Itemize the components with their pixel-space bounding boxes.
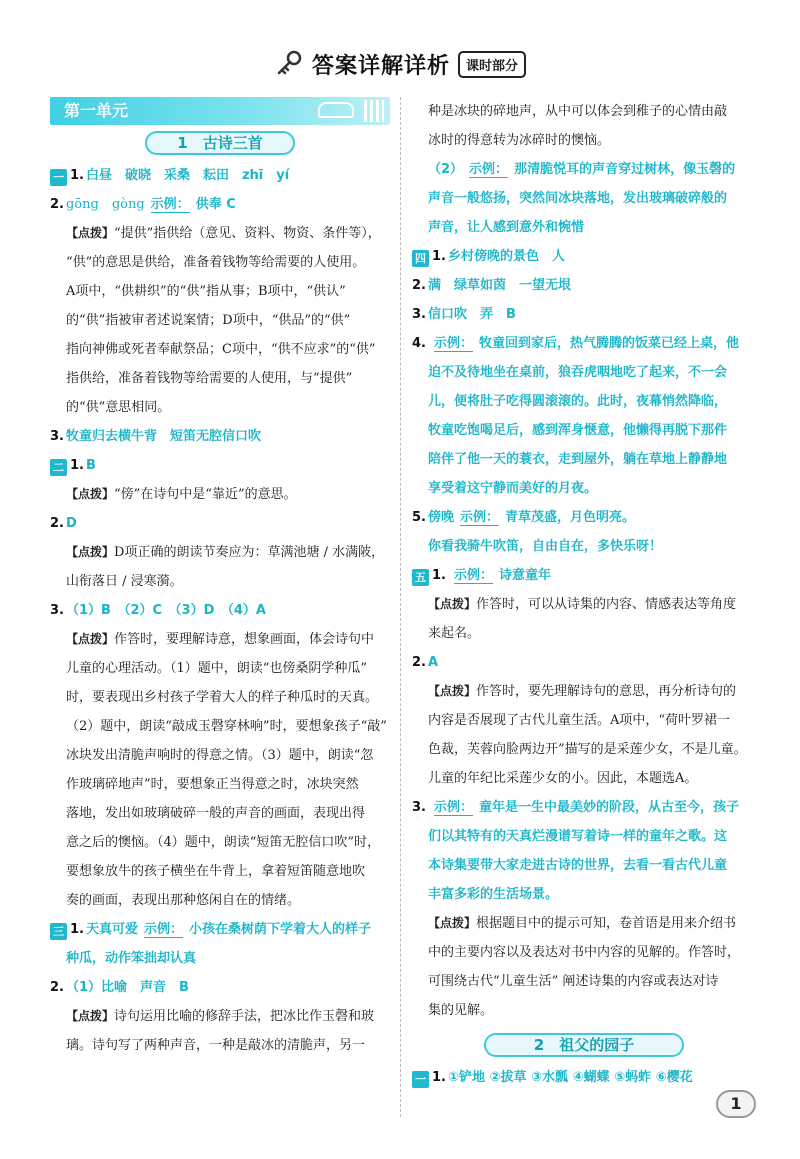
- tip-block: 【点拨】作答时，要先理解诗句的意思，再分析诗句的 内容是否展现了古代儿童生活。A项中，“荷叶罗裙一 色裁，芙蓉向脸两边开”描写的是采莲少女，不是儿童。 儿童的年纪比采莲少女的小。因此，本题选A。: [428, 684, 747, 786]
- question-row: 2. gōng gòng 示例： 供奉 C: [50, 197, 236, 212]
- question-row: 3. 信口吹 弄 B: [412, 307, 516, 322]
- pinyin: gōng gòng: [65, 197, 145, 212]
- tip-block: 【点拨】“提供”指供给（意见、资料、物资、条件等）， “供”的意思是供给，准备着钱物等给需要的人使用。 A项中，“供耕织”的“供”指从事；B项中，“供认” 的“供”指被审者述说案情；D项中，“供品”的“供” 指向神佛或死者奉献祭品；C项中，“供不应求”的“供” 指供给，准备着钱物等给需要的人使用，与“提供” 的“供”意思相同。: [66, 226, 381, 415]
- column-divider: [400, 97, 401, 1117]
- section-mark: 五: [412, 569, 429, 586]
- question-row: 一 1. ①铲地 ②拔草 ③水瓢 ④蝴蝶 ⑤蚂蚱 ⑥樱花: [412, 1063, 756, 1092]
- page-number: 1: [716, 1090, 756, 1118]
- section-mark: 四: [412, 250, 429, 267]
- answer: 白昼 破晓 采桑 耘田 zhī yí: [85, 168, 290, 183]
- question-row: 5. 傍晚 示例： 青草茂盛，月色明亮。 你看我骑牛吹笛，自由自在，多快乐呀！: [412, 510, 663, 554]
- tip-block: 【点拨】诗句运用比喻的修辞手法，把冰比作玉磬和玻 璃。诗句写了两种声音，一种是敲冰的清脆声，另一: [66, 1009, 375, 1053]
- tip-block: 【点拨】根据题目中的提示可知，卷首语是用来介绍书 中的主要内容以及表达对书中内容的见解的。作答时， 可围绕古代“儿童生活” 阐述诗集的内容或表达对诗 集的见解。: [428, 916, 741, 1018]
- question-row: 4. 示例： 牧童回到家后，热气腾腾的饭菜已经上桌，他 迫不及待地坐在桌前，狼吞虎咽地吃了起来，不一会 儿，便将肚子吃得圆滚滚的。此时，夜幕悄然降临， 牧童吃饱喝足后，感到浑身惬意，他懒得再脱下那件 陪伴了他一天的蓑衣，走到屋外，躺在草地上静静地 享受着这宁静而美好的月夜。: [412, 336, 740, 496]
- tip-continuation: 种是冰块的碎地声，从中可以体会到稚子的心情由敲 冰时的得意转为冰碎时的懊恼。: [428, 104, 728, 148]
- question-row: 3. 牧童归去横牛背 短笛无腔信口吹: [50, 429, 261, 444]
- question-row: 2. D: [50, 516, 77, 531]
- question-row: 五 1. 示例： 诗意童年: [412, 561, 756, 590]
- lesson-title: 1 古诗三首: [145, 131, 295, 155]
- stripes-decoration: [364, 100, 384, 122]
- key-icon: [274, 49, 304, 79]
- question-row: （2） 示例： 那清脆悦耳的声音穿过树林，像玉磬的 声音一般悠扬，突然间冰块落地，发出玻璃破碎般的 声音，让人感到意外和惋惜: [428, 162, 736, 235]
- page-title: 答案详解详析: [311, 53, 450, 79]
- tip-block: 【点拨】作答时，可以从诗集的内容、情感表达等角度 来起名。: [428, 597, 737, 641]
- lesson-title: 2 祖父的园子: [484, 1033, 684, 1057]
- section-mark: 二: [50, 459, 67, 476]
- page-header: [0, 44, 800, 84]
- question-row: 2. （1）比喻 声音 B: [50, 980, 189, 995]
- question-row: 一 1. 白昼 破晓 采桑 耘田 zhī yí: [50, 161, 390, 190]
- section-mark: 一: [50, 169, 67, 186]
- question-row: 2. A: [412, 655, 439, 670]
- right-column: [412, 97, 756, 1092]
- section-mark: 三: [50, 923, 67, 940]
- left-column: 第一单元 1 古诗三首 一 1. 白昼 破晓 采桑 耘田 zhī yí 2. gōng gòng 示例： 供奉 C 【点拨】“提供”指供给（意见、资料、物资、条件等）， “供”的意思是供给，准备着钱物等给需要的人使用。 A项中，“供耕织”的“供”指从事；B项中，“供认” 的“供”指被审者述说案情；D项中，“供品”的“供” 指向神佛或死者奉献祭品；C项中，“供不应求”的“供” 指供给，准备着钱物等给需要的人使用，与“提供” 的“供”意思相同。 3. 牧童归去横牛背 短笛无腔信口吹 二 1. B 【点拨】“傍”在诗句中是“靠近”的意思。 2. D 【点拨】D项正确的朗读节奏应为：草满池塘 / 水满陂， 山衔落日 / 浸寒漪。 3. （1）B （2）C （3）D （4）A 【点拨】作答时，要理解诗意，想象画面，体会诗句中 儿童的心理活动。（1）题中，朗读“也傍桑阴学种瓜” 时，要表现出乡村孩子学着大人的样子种瓜时的天真。 （2）题中，朗读“敲成玉磬穿林响”时，要想象孩子“敲” 冰块发出清脆声响时的得意之情。（3）题中，朗读“忽 作玻璃碎地声”时，要想象正当得意之时，冰块突然 落地，发出如玻璃破碎一般的声音的画面，表现出得 意之后的懊恼。（4）题中，朗读“短笛无腔信口吹”时， 要想象放牛的孩子横坐在牛背上，拿着短笛随意地吹 奏的画面，表现出那种悠闲自在的情绪。 三 1. 天真可爱 示例： 小孩在桑树荫下学着大人的样子 种瓜，动作笨拙却认真 2. （1）比喻 声音 B 【点拨】诗句运用比喻的修辞手法，把冰比作玉磬和玻 璃。诗句写了两种声音，一种是敲冰的清脆声，另一: [50, 97, 390, 1060]
- question-row: 三 1. 天真可爱 示例： 小孩在桑树荫下学着大人的样子: [50, 915, 390, 944]
- tip-block: 【点拨】“傍”在诗句中是“靠近”的意思。: [66, 487, 297, 502]
- question-row: 3. 示例： 童年是一生中最美妙的阶段，从古至今，孩子 们以其特有的天真烂漫谱写着诗一样的童年之歌。这 本诗集要带大家走进古诗的世界，去看一看古代儿童 丰富多彩的生活场景。: [412, 800, 740, 902]
- question-row: 二 1. B: [50, 451, 390, 480]
- question-row: 2. 满 绿草如茵 一望无垠: [412, 278, 571, 293]
- question-row: 3. （1）B （2）C （3）D （4）A: [50, 603, 266, 618]
- section-tag: 课时部分: [458, 51, 526, 78]
- section-mark: 一: [412, 1071, 429, 1088]
- tip-block: 【点拨】作答时，要理解诗意，想象画面，体会诗句中 儿童的心理活动。（1）题中，朗读“也傍桑阴学种瓜” 时，要表现出乡村孩子学着大人的样子种瓜时的天真。 （2）题中，朗读“敲成玉磬穿林响”时，要想象孩子“敲” 冰块发出清脆声响时的得意之情。（3）题中，朗读“忽 作玻璃碎地声”时，要想象正当得意之时，冰块突然 落地，发出如玻璃破碎一般的声音的画面，表现出得 意之后的懊恼。（4）题中，朗读“短笛无腔信口吹”时， 要想象放牛的孩子横坐在牛背上，拿着短笛随意地吹 奏的画面，表现出那种悠闲自在的情绪。: [66, 632, 387, 908]
- unit-title: 第一单元: [64, 101, 129, 120]
- example-label: 示例：: [150, 197, 190, 212]
- unit-banner: [50, 97, 390, 125]
- tip-block: 【点拨】D项正确的朗读节奏应为：草满池塘 / 水满陂， 山衔落日 / 浸寒漪。: [66, 545, 385, 589]
- tip-label: 【点拨】: [66, 226, 115, 240]
- question-row: 四 1. 乡村傍晚的景色 人: [412, 242, 756, 271]
- car-icon: [318, 102, 354, 118]
